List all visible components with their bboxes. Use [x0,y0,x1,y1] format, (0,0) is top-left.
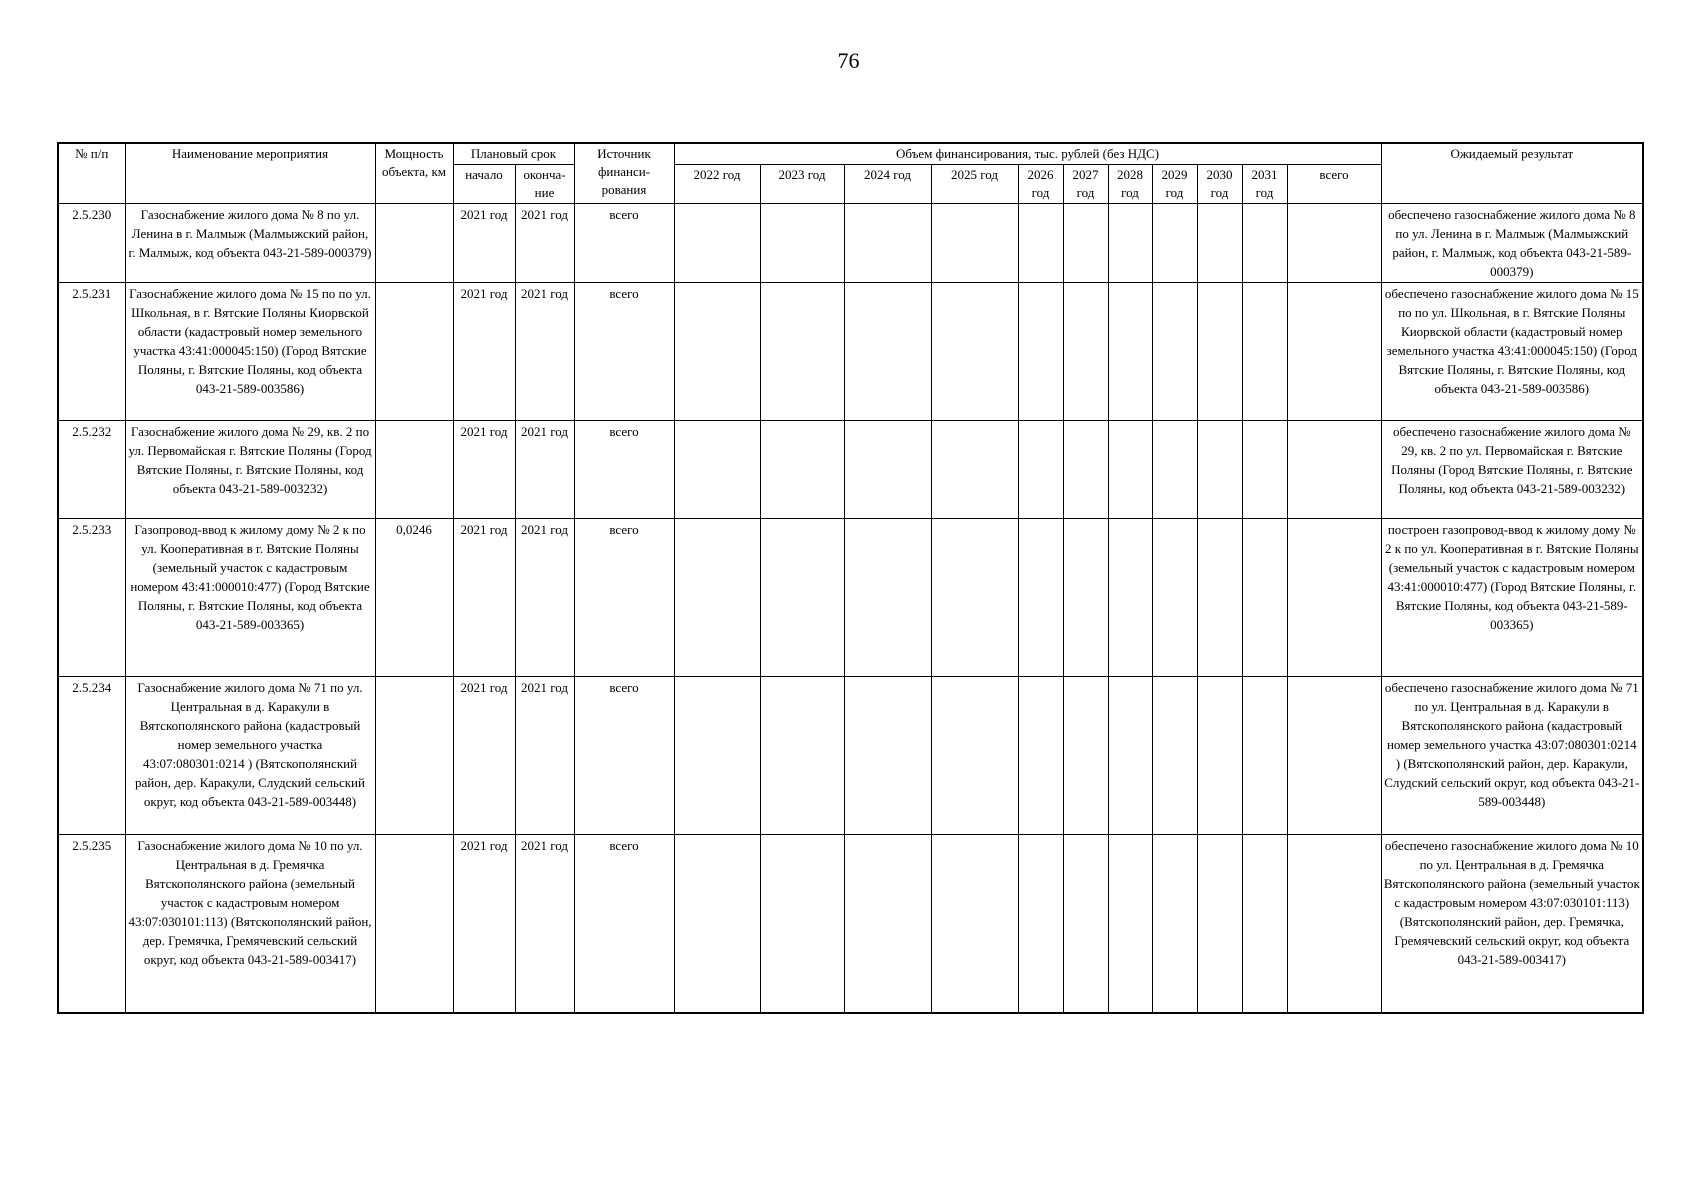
funding-cell [1287,677,1381,835]
row-capacity [375,421,453,519]
row-end: 2021 год [515,204,574,283]
funding-cell [844,519,931,677]
funding-cell [1018,677,1063,835]
funding-cell [931,519,1018,677]
row-result: обеспечено газоснабжение жилого дома № 15 по по ул. Школьная, в г. Вятские Поляны Киорвской области (кадастровый номер земельного участка 43:41:000045:150) (Город Вятские Поляны, г. Вятские Поляны, код объекта 043-21-589-003586) [1381,283,1643,421]
row-source: всего [574,283,674,421]
header-year-2031: 2031 год [1242,165,1287,204]
funding-cell [1197,519,1242,677]
funding-cell [931,677,1018,835]
header-year-2028: 2028 год [1108,165,1152,204]
funding-cell [1018,519,1063,677]
row-name: Газопровод-ввод к жилому дому № 2 к по ул. Кооперативная в г. Вятские Поляны (земельный участок с кадастровым номером 43:41:000010:477) (Город Вятские Поляны, г. Вятские Поляны, код объекта 043-21-589-003365) [125,519,375,677]
row-start: 2021 год [453,677,515,835]
funding-cell [760,519,844,677]
funding-cell [1108,204,1152,283]
row-num: 2.5.235 [58,835,125,1013]
funding-cell [1018,283,1063,421]
funding-cell [931,421,1018,519]
table-row [58,519,1643,677]
funding-plan-table [57,142,1644,1014]
funding-cell [1063,204,1108,283]
funding-cell [931,283,1018,421]
row-name: Газоснабжение жилого дома № 10 по ул. Центральная в д. Гремячка Вятскополянского района (земельный участок с кадастровым номером 43:07:030101:113) (Вятскополянский район, дер. Гремячка, Гремячевский сельский округ, код объекта 043-21-589-003417) [125,835,375,1013]
table-row [58,283,1643,421]
row-name: Газоснабжение жилого дома № 29, кв. 2 по ул. Первомайская г. Вятские Поляны (Город Вятские Поляны, г. Вятские Поляны, код объекта 043-21-589-003232) [125,421,375,519]
header-result: Ожидаемый результат [1381,143,1643,204]
funding-cell [1108,835,1152,1013]
funding-cell [674,677,760,835]
funding-cell [931,204,1018,283]
row-result: обеспечено газоснабжение жилого дома № 71 по ул. Центральная в д. Каракули в Вятскополянского района (кадастровый номер земельного участка 43:07:080301:0214 ) (Вятскополянский район, дер. Каракули, Слудский сельский округ, код объекта 043-21-589-003448) [1381,677,1643,835]
row-source: всего [574,835,674,1013]
row-capacity [375,835,453,1013]
header-name: Наименование мероприятия [125,143,375,204]
row-num: 2.5.231 [58,283,125,421]
funding-cell [1197,283,1242,421]
funding-cell [1063,421,1108,519]
row-end: 2021 год [515,519,574,677]
row-start: 2021 год [453,835,515,1013]
table-row [58,835,1643,1013]
funding-cell [1108,283,1152,421]
funding-cell [1152,283,1197,421]
row-capacity [375,283,453,421]
funding-cell [1152,421,1197,519]
header-year-2026: 2026 год [1018,165,1063,204]
row-num: 2.5.230 [58,204,125,283]
row-source: всего [574,677,674,835]
row-result: обеспечено газоснабжение жилого дома № 29, кв. 2 по ул. Первомайская г. Вятские Поляны (Город Вятские Поляны, г. Вятские Поляны, код объекта 043-21-589-003232) [1381,421,1643,519]
funding-cell [674,204,760,283]
funding-cell [1063,283,1108,421]
funding-cell [1287,283,1381,421]
header-year-2025: 2025 год [931,165,1018,204]
header-num: № п/п [58,143,125,204]
header-row-1 [58,143,1643,165]
table-row [58,677,1643,835]
funding-cell [674,283,760,421]
funding-cell [760,204,844,283]
funding-cell [760,677,844,835]
funding-cell [1152,519,1197,677]
funding-cell [1242,835,1287,1013]
row-num: 2.5.234 [58,677,125,835]
funding-cell [1018,204,1063,283]
funding-cell [1287,204,1381,283]
header-funding: Объем финансирования, тыс. рублей (без НДС) [674,143,1381,165]
row-name: Газоснабжение жилого дома № 71 по ул. Центральная в д. Каракули в Вятскополянского района (кадастровый номер земельного участка 43:07:080301:0214 ) (Вятскополянский район, дер. Каракули, Слудский сельский округ, код объекта 043-21-589-003448) [125,677,375,835]
header-year-2022: 2022 год [674,165,760,204]
funding-cell [1242,519,1287,677]
funding-cell [674,421,760,519]
funding-cell [1152,204,1197,283]
header-year-2029: 2029 год [1152,165,1197,204]
funding-cell [1063,677,1108,835]
row-result: обеспечено газоснабжение жилого дома № 8 по ул. Ленина в г. Малмыж (Малмыжский район, г. Малмыж, код объекта 043-21-589-000379) [1381,204,1643,283]
header-year-2024: 2024 год [844,165,931,204]
funding-cell [931,835,1018,1013]
funding-cell [1018,835,1063,1013]
funding-cell [1242,677,1287,835]
header-start: начало [453,165,515,204]
funding-cell [1018,421,1063,519]
funding-cell [844,421,931,519]
funding-cell [844,283,931,421]
header-planned-term: Плановый срок [453,143,574,165]
funding-cell [1108,677,1152,835]
funding-cell [1242,204,1287,283]
row-start: 2021 год [453,204,515,283]
funding-cell [1063,835,1108,1013]
row-end: 2021 год [515,421,574,519]
row-source: всего [574,519,674,677]
table-row [58,204,1643,283]
row-start: 2021 год [453,519,515,677]
row-result: построен газопровод-ввод к жилому дому № 2 к по ул. Кооперативная в г. Вятские Поляны (земельный участок с кадастровым номером 43:41:000010:477) (Город Вятские Поляны, г. Вятские Поляны, код объекта 043-21-589-003365) [1381,519,1643,677]
row-capacity: 0,0246 [375,519,453,677]
row-end: 2021 год [515,835,574,1013]
funding-cell [1152,835,1197,1013]
row-num: 2.5.233 [58,519,125,677]
funding-cell [1108,519,1152,677]
row-source: всего [574,421,674,519]
funding-cell [1197,677,1242,835]
funding-cell [844,677,931,835]
funding-cell [1287,835,1381,1013]
funding-cell [1287,519,1381,677]
funding-cell [1242,421,1287,519]
funding-cell [1242,283,1287,421]
funding-cell [1063,519,1108,677]
row-result: обеспечено газоснабжение жилого дома № 10 по ул. Центральная в д. Гремячка Вятскополянского района (земельный участок с кадастровым номером 43:07:030101:113) (Вятскополянский район, дер. Гремячка, Гремячевский сельский округ, код объекта 043-21-589-003417) [1381,835,1643,1013]
funding-cell [844,204,931,283]
funding-cell [1108,421,1152,519]
row-source: всего [574,204,674,283]
row-end: 2021 год [515,677,574,835]
page-number: 76 [837,48,860,73]
row-num: 2.5.232 [58,421,125,519]
funding-cell [1197,835,1242,1013]
row-start: 2021 год [453,421,515,519]
funding-cell [1197,204,1242,283]
funding-cell [844,835,931,1013]
funding-cell [1287,421,1381,519]
table-row [58,421,1643,519]
funding-cell [674,835,760,1013]
header-total: всего [1287,165,1381,204]
funding-cell [1152,677,1197,835]
header-source: Источник финанси-рования [574,143,674,204]
row-capacity [375,677,453,835]
funding-cell [760,835,844,1013]
row-capacity [375,204,453,283]
header-capacity: Мощность объекта, км [375,143,453,204]
row-end: 2021 год [515,283,574,421]
header-end: оконча-ние [515,165,574,204]
funding-cell [760,421,844,519]
header-year-2027: 2027 год [1063,165,1108,204]
funding-cell [1197,421,1242,519]
header-year-2023: 2023 год [760,165,844,204]
row-start: 2021 год [453,283,515,421]
row-name: Газоснабжение жилого дома № 8 по ул. Ленина в г. Малмыж (Малмыжский район, г. Малмыж, код объекта 043-21-589-000379) [125,204,375,283]
row-name: Газоснабжение жилого дома № 15 по по ул. Школьная, в г. Вятские Поляны Киорвской области (кадастровый номер земельного участка 43:41:000045:150) (Город Вятские Поляны, г. Вятские Поляны, код объекта 043-21-589-003586) [125,283,375,421]
header-year-2030: 2030 год [1197,165,1242,204]
funding-cell [674,519,760,677]
funding-cell [760,283,844,421]
